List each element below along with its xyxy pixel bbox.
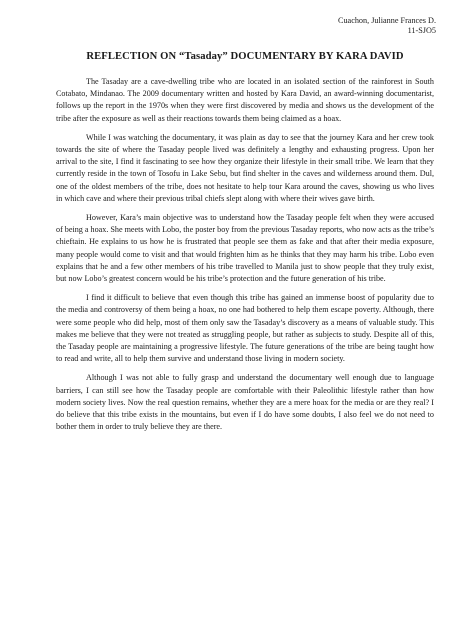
paragraph-2: While I was watching the documentary, it was plain as day to see that the journey Kara and her crew took towards the site of where the Tasaday people lived was definitely a lengthy and exhausting progress. Upon her arrival to the site, I find it fascinating to see how they organize their lifestyle in their small tribe. We learn that they currently reside in the town of Tosofu in Lake Sebu, but find shelter in the caves and wilderness around them. Dul, one of the oldest members of the tribe, does not hesitate to help tour Kara around the caves, showing us who lives in which cave and where their previous tribal chiefs slept along with where their wives gave birth. [56, 132, 434, 203]
paragraph-4: I find it difficult to believe that even though this tribe has gained an immense boost of popularity due to the media and controversy of them being a hoax, no one had bothered to help them escape poverty. Although, there were some people who did help, most of them only saw the Tasaday’s discovery as a means of valuable study. This makes me believe that they were not treated as struggling people, but rather as subjects to study. Despite all of this, the Tasaday people are maintaining a progressive lifestyle. The future generations of the tribe are being taught how to read and write, all to help them survive and understand those living in modern society. [56, 293, 434, 364]
paragraph-1: The Tasaday are a cave-dwelling tribe who are located in an isolated section of the rainforest in South Cotabato, Mindanao. The 2009 documentary written and hosted by Kara David, an award-winning documentarist, follows up the report in the 1970s when they were first discovered by media and shows us the development of the tribe after the exposure as well as their reactions towards them being claimed as a hoax. [56, 77, 434, 123]
paragraph-3: However, Kara’s main objective was to understand how the Tasaday people felt when they were accused of being a hoax. She meets with Lobo, the poster boy from the previous Tasaday reports, who now acts as the tribe’s chieftain. He explains to us how he is frustrated that people see them as fake and that after their media exposure, many people would come to visit and that would frighten him as he thinks that they may harm his tribe. Lobo even explains that he and a few other members of his tribe travelled to Manila just to show people that they truly exist, but now Lobo’s greatest concern would be his tribe’s protection and the future generation of his tribe. [56, 213, 434, 284]
class-section: 11-SJO5 [407, 26, 436, 35]
paragraph-5: Although I was not able to fully grasp and understand the documentary well enough due to language barriers, I can still see how the Tasaday people are comfortable with their Paleolithic lifestyle rather than how modern society lives. Now the real question remains, whether they are a mere hoax for the media or are they real? I do believe that this tribe exists in the mountains, but even if I do have some doubts, I also feel we do not need to bother them in order to truly believe they are there. [56, 373, 434, 432]
author-name: Cuachon, Julianne Frances D. [338, 16, 436, 25]
document-body [56, 76, 434, 433]
document-title: REFLECTION ON “Tasaday” DOCUMENTARY BY KARA DAVID [86, 51, 404, 62]
document-header [56, 16, 436, 36]
